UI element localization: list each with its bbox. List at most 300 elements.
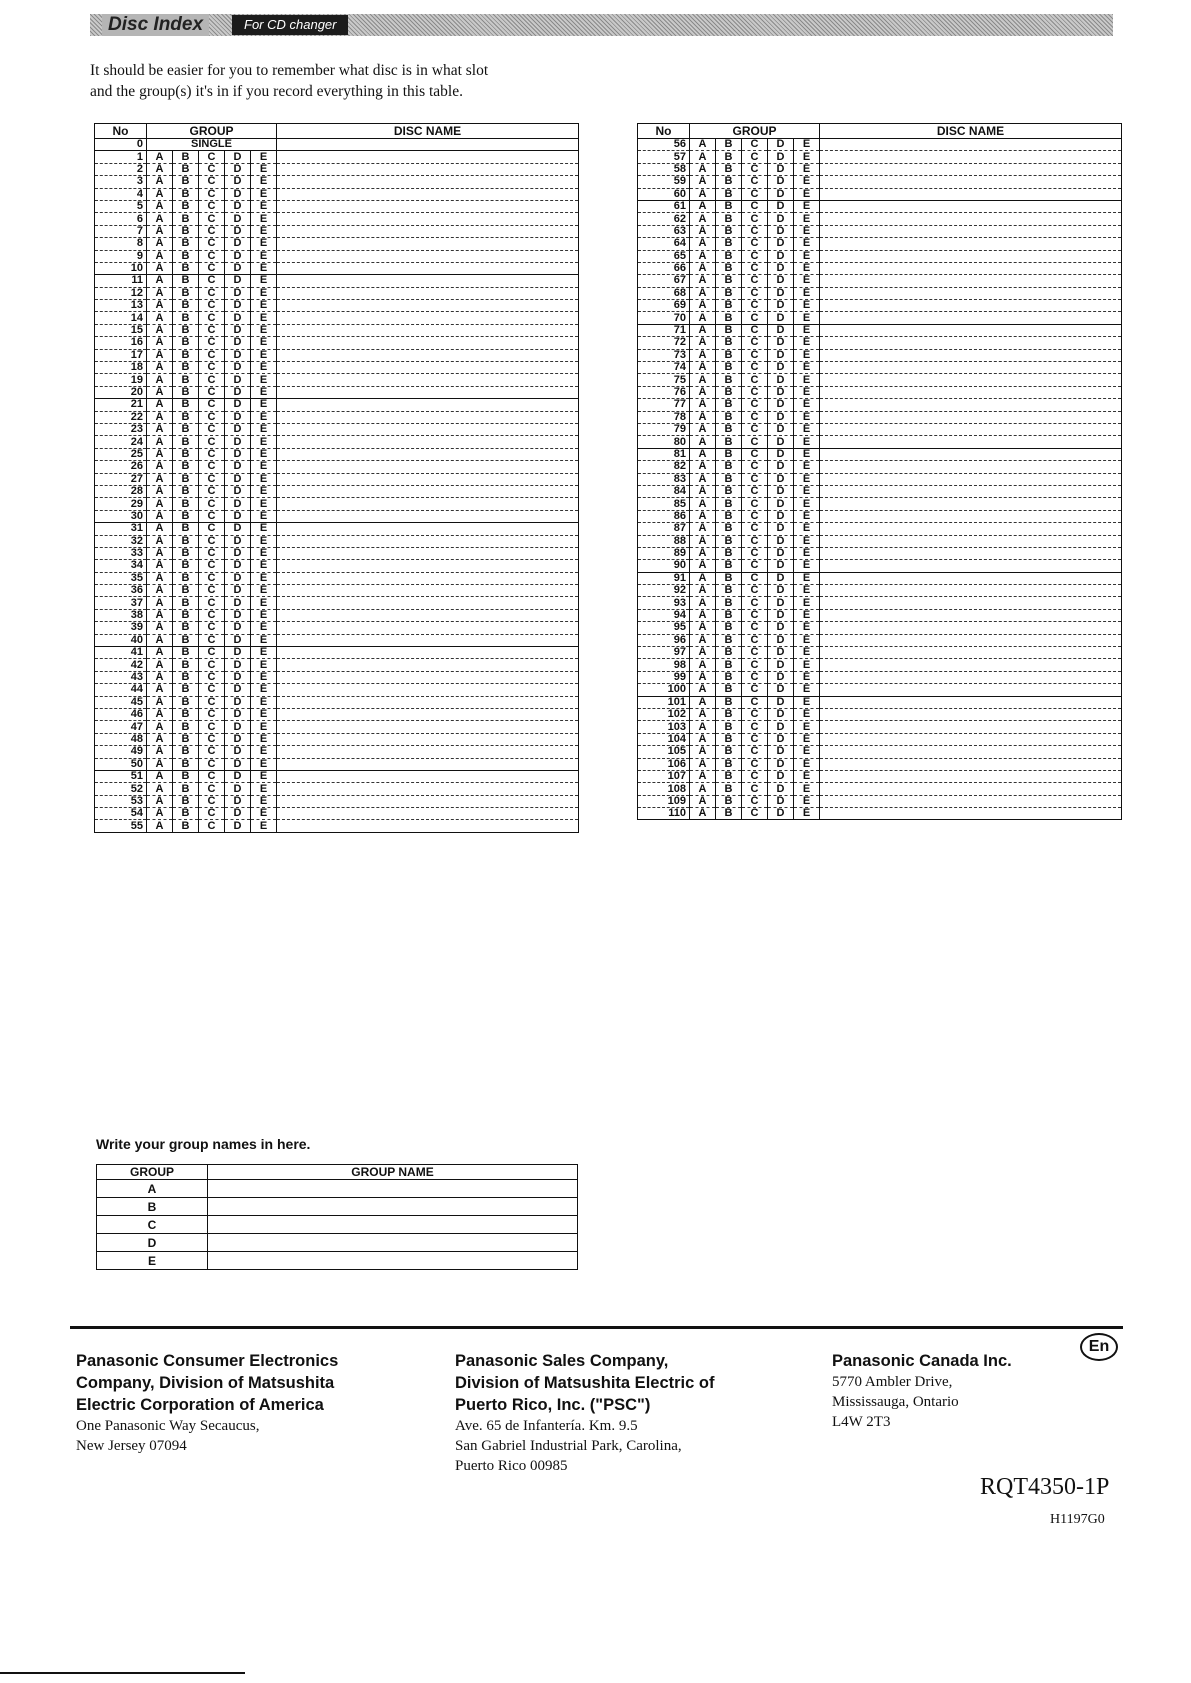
group-letter: C	[199, 151, 225, 163]
disc-name-cell[interactable]	[820, 560, 1122, 572]
group-letter: A	[147, 560, 173, 572]
disc-name-cell[interactable]	[820, 498, 1122, 510]
group-letter: C	[742, 176, 768, 188]
group-name-cell[interactable]	[208, 1216, 578, 1234]
group-letter: C	[742, 547, 768, 559]
disc-name-cell[interactable]	[820, 163, 1122, 175]
group-letter: B	[716, 597, 742, 609]
disc-name-cell[interactable]	[820, 337, 1122, 349]
disc-row	[95, 163, 579, 175]
group-letter: E	[251, 262, 277, 274]
disc-number: 36	[95, 585, 147, 597]
disc-name-cell[interactable]	[277, 200, 579, 212]
disc-name-cell[interactable]	[277, 622, 579, 634]
group-letter: B	[173, 163, 199, 175]
disc-name-cell[interactable]	[277, 510, 579, 522]
disc-name-cell[interactable]	[277, 597, 579, 609]
group-letter: D	[768, 139, 794, 151]
disc-name-cell[interactable]	[820, 647, 1122, 659]
group-letter: C	[199, 200, 225, 212]
disc-row	[95, 721, 579, 733]
group-letter: B	[716, 176, 742, 188]
disc-row	[95, 659, 579, 671]
disc-name-cell[interactable]	[820, 188, 1122, 200]
group-letter: C	[199, 436, 225, 448]
group-letter: E	[251, 176, 277, 188]
group-letter: E	[794, 139, 820, 151]
group-letter: D	[768, 510, 794, 522]
disc-row	[95, 547, 579, 559]
group-letter: D	[768, 386, 794, 398]
disc-number: 90	[638, 560, 690, 572]
disc-name-cell[interactable]	[277, 659, 579, 671]
disc-name-cell[interactable]	[820, 362, 1122, 374]
disc-name-cell[interactable]	[820, 795, 1122, 807]
disc-name-cell[interactable]	[277, 746, 579, 758]
disc-name-cell[interactable]	[277, 684, 579, 696]
disc-name-cell[interactable]	[820, 213, 1122, 225]
group-letter: A	[147, 671, 173, 683]
disc-name-cell[interactable]	[820, 758, 1122, 770]
group-letter: C	[742, 300, 768, 312]
disc-name-cell[interactable]	[277, 213, 579, 225]
group-letter: D	[225, 423, 251, 435]
group-letter: C	[199, 622, 225, 634]
disc-name-cell[interactable]	[820, 585, 1122, 597]
disc-name-cell[interactable]	[277, 337, 579, 349]
disc-name-cell[interactable]	[277, 523, 579, 535]
group-letter: D	[225, 510, 251, 522]
group-letter: C	[742, 510, 768, 522]
group-letter: D	[225, 362, 251, 374]
disc-name-cell[interactable]	[820, 733, 1122, 745]
model-number: RQT4350-1P	[980, 1474, 1110, 1500]
language-badge: En	[1080, 1333, 1118, 1361]
disc-name-cell[interactable]	[277, 770, 579, 782]
group-letter: B	[97, 1198, 208, 1216]
disc-name-cell[interactable]	[277, 399, 579, 411]
group-letter: E	[794, 275, 820, 287]
group-letter: A	[147, 659, 173, 671]
disc-name-cell[interactable]	[277, 349, 579, 361]
disc-name-cell[interactable]	[277, 275, 579, 287]
group-letter: A	[690, 535, 716, 547]
group-letter: B	[716, 287, 742, 299]
disc-name-cell[interactable]	[820, 535, 1122, 547]
group-letter: C	[199, 733, 225, 745]
disc-name-cell[interactable]	[277, 411, 579, 423]
disc-name-cell[interactable]	[277, 572, 579, 584]
disc-name-cell[interactable]	[820, 200, 1122, 212]
disc-name-cell[interactable]	[820, 485, 1122, 497]
group-letter: C	[199, 535, 225, 547]
disc-name-cell[interactable]	[277, 721, 579, 733]
disc-name-cell[interactable]	[277, 312, 579, 324]
group-letter: E	[251, 337, 277, 349]
disc-name-cell[interactable]	[277, 436, 579, 448]
disc-name-cell[interactable]	[277, 225, 579, 237]
group-letter: E	[794, 225, 820, 237]
disc-row	[638, 287, 1122, 299]
disc-name-cell[interactable]	[820, 523, 1122, 535]
group-name-cell[interactable]	[208, 1180, 578, 1198]
disc-name-cell[interactable]	[277, 585, 579, 597]
group-letter: B	[173, 684, 199, 696]
disc-name-cell[interactable]	[277, 374, 579, 386]
disc-name-cell[interactable]	[820, 448, 1122, 460]
disc-name-cell[interactable]	[277, 485, 579, 497]
disc-row	[638, 461, 1122, 473]
company-name: Electric Corporation of America	[76, 1396, 324, 1414]
group-letter: B	[716, 362, 742, 374]
group-letter: E	[251, 647, 277, 659]
group-letter: B	[716, 436, 742, 448]
group-letter: D	[225, 708, 251, 720]
disc-number: 29	[95, 498, 147, 510]
disc-name-cell[interactable]	[820, 399, 1122, 411]
group-letter: B	[716, 560, 742, 572]
disc-name-cell[interactable]	[277, 423, 579, 435]
disc-number: 46	[95, 708, 147, 720]
group-letter: E	[251, 300, 277, 312]
group-letter: B	[173, 547, 199, 559]
group-letter: B	[716, 783, 742, 795]
disc-name-cell[interactable]	[277, 386, 579, 398]
disc-name-cell[interactable]	[820, 473, 1122, 485]
group-letter: B	[173, 349, 199, 361]
group-letter: B	[173, 622, 199, 634]
group-letter: B	[173, 213, 199, 225]
disc-number: 95	[638, 622, 690, 634]
group-letter: A	[147, 176, 173, 188]
disc-row	[95, 250, 579, 262]
group-letter: C	[742, 498, 768, 510]
group-letter: B	[716, 746, 742, 758]
disc-row	[638, 647, 1122, 659]
group-letter: D	[225, 659, 251, 671]
bottom-rule	[0, 1672, 245, 1674]
disc-name-cell[interactable]	[820, 151, 1122, 163]
disc-name-cell[interactable]	[820, 684, 1122, 696]
disc-row	[638, 262, 1122, 274]
disc-name-cell[interactable]	[277, 238, 579, 250]
disc-name-cell[interactable]	[820, 423, 1122, 435]
disc-number: 4	[95, 188, 147, 200]
group-letter: A	[690, 461, 716, 473]
disc-name-cell[interactable]	[820, 572, 1122, 584]
group-letter: B	[716, 758, 742, 770]
group-letter: B	[173, 448, 199, 460]
group-letter: D	[768, 225, 794, 237]
group-letter: A	[690, 176, 716, 188]
disc-number: 71	[638, 324, 690, 336]
disc-number: 89	[638, 547, 690, 559]
disc-name-cell[interactable]	[820, 622, 1122, 634]
disc-row	[95, 188, 579, 200]
group-letter: A	[690, 151, 716, 163]
disc-name-cell[interactable]	[277, 535, 579, 547]
disc-name-cell[interactable]	[820, 510, 1122, 522]
disc-number: 65	[638, 250, 690, 262]
disc-name-cell[interactable]	[820, 721, 1122, 733]
group-letter: E	[251, 200, 277, 212]
disc-number: 32	[95, 535, 147, 547]
disc-name-cell[interactable]	[820, 275, 1122, 287]
group-row	[97, 1198, 578, 1216]
group-letter: C	[742, 349, 768, 361]
group-letter: E	[794, 597, 820, 609]
disc-name-cell[interactable]	[277, 696, 579, 708]
group-letter: C	[199, 287, 225, 299]
disc-name-cell[interactable]	[820, 324, 1122, 336]
group-letter: C	[199, 423, 225, 435]
disc-name-cell[interactable]	[277, 820, 579, 832]
disc-name-cell[interactable]	[820, 139, 1122, 151]
group-letter: B	[173, 708, 199, 720]
group-letter: D	[768, 337, 794, 349]
disc-name-cell[interactable]	[820, 349, 1122, 361]
group-letter: A	[690, 647, 716, 659]
group-letter: B	[173, 262, 199, 274]
group-letter: D	[225, 795, 251, 807]
group-letter: E	[251, 560, 277, 572]
group-letter: C	[742, 250, 768, 262]
group-letter: E	[794, 572, 820, 584]
group-letter: D	[768, 473, 794, 485]
disc-name-cell[interactable]	[277, 808, 579, 820]
group-letter: E	[794, 362, 820, 374]
group-letter: B	[716, 510, 742, 522]
group-letter: A	[147, 473, 173, 485]
disc-row	[95, 139, 579, 151]
group-letter: C	[742, 275, 768, 287]
disc-name-cell[interactable]	[820, 250, 1122, 262]
disc-number: 3	[95, 176, 147, 188]
group-letter: E	[251, 820, 277, 832]
group-letter: C	[199, 473, 225, 485]
group-letter: D	[768, 659, 794, 671]
group-letter: C	[742, 808, 768, 820]
group-letter: C	[199, 176, 225, 188]
group-letter: E	[794, 473, 820, 485]
header-title: Disc Index	[102, 14, 209, 36]
group-letter: C	[199, 560, 225, 572]
disc-number: 13	[95, 300, 147, 312]
disc-row	[638, 684, 1122, 696]
disc-number: 52	[95, 783, 147, 795]
group-letter: A	[690, 783, 716, 795]
disc-name-cell[interactable]	[820, 374, 1122, 386]
disc-name-cell[interactable]	[820, 808, 1122, 820]
disc-name-cell[interactable]	[820, 671, 1122, 683]
disc-name-cell[interactable]	[277, 324, 579, 336]
company-name: Division of Matsushita Electric of	[455, 1374, 715, 1392]
group-letter: D	[768, 275, 794, 287]
disc-name-cell[interactable]	[820, 262, 1122, 274]
address-line: San Gabriel Industrial Park, Carolina,	[455, 1438, 682, 1454]
group-letter: E	[794, 510, 820, 522]
disc-name-cell[interactable]	[820, 696, 1122, 708]
disc-name-cell[interactable]	[277, 300, 579, 312]
disc-name-cell[interactable]	[277, 708, 579, 720]
disc-name-cell[interactable]	[820, 597, 1122, 609]
group-letter: B	[716, 200, 742, 212]
disc-row	[95, 312, 579, 324]
disc-name-cell[interactable]	[820, 609, 1122, 621]
group-name-cell[interactable]	[208, 1252, 578, 1270]
address-canada	[832, 1350, 1012, 1432]
group-letter: B	[716, 547, 742, 559]
disc-name-cell[interactable]	[277, 176, 579, 188]
disc-row	[638, 349, 1122, 361]
disc-name-cell[interactable]	[277, 795, 579, 807]
disc-number: 0	[95, 139, 147, 151]
disc-name-cell[interactable]	[820, 386, 1122, 398]
disc-name-cell[interactable]	[820, 312, 1122, 324]
disc-row	[95, 560, 579, 572]
disc-name-cell[interactable]	[277, 188, 579, 200]
disc-row	[638, 324, 1122, 336]
group-letter: B	[716, 411, 742, 423]
group-letter: B	[173, 312, 199, 324]
group-letter: A	[147, 808, 173, 820]
disc-name-cell[interactable]	[277, 362, 579, 374]
group-letter: A	[147, 225, 173, 237]
group-letter: E	[251, 758, 277, 770]
group-row	[97, 1234, 578, 1252]
disc-number: 107	[638, 770, 690, 782]
disc-name-cell[interactable]	[277, 448, 579, 460]
disc-name-cell[interactable]	[277, 473, 579, 485]
group-letter: A	[147, 547, 173, 559]
disc-row	[638, 213, 1122, 225]
group-letter: A	[690, 733, 716, 745]
group-letter: A	[690, 808, 716, 820]
disc-name-cell[interactable]	[820, 287, 1122, 299]
group-letter: E	[794, 560, 820, 572]
group-letter: E	[251, 585, 277, 597]
group-letter: C	[742, 795, 768, 807]
disc-name-cell[interactable]	[277, 461, 579, 473]
disc-row	[638, 250, 1122, 262]
group-name-cell[interactable]	[208, 1198, 578, 1216]
disc-row	[638, 671, 1122, 683]
group-letter: D	[225, 597, 251, 609]
disc-row	[638, 721, 1122, 733]
disc-name-cell[interactable]	[820, 659, 1122, 671]
disc-row	[638, 560, 1122, 572]
disc-name-cell[interactable]	[820, 300, 1122, 312]
group-letter: B	[173, 386, 199, 398]
group-letter: D	[225, 151, 251, 163]
group-letter: B	[716, 250, 742, 262]
group-letter: D	[768, 411, 794, 423]
disc-name-cell[interactable]	[820, 176, 1122, 188]
group-letter: B	[173, 634, 199, 646]
group-letter: D	[768, 188, 794, 200]
disc-name-cell[interactable]	[277, 783, 579, 795]
disc-table-left	[94, 123, 579, 833]
disc-name-cell[interactable]	[820, 547, 1122, 559]
disc-name-cell[interactable]	[820, 634, 1122, 646]
group-name-cell[interactable]	[208, 1234, 578, 1252]
group-letter: E	[794, 448, 820, 460]
disc-name-cell[interactable]	[277, 250, 579, 262]
group-letter: C	[742, 337, 768, 349]
group-letter: C	[199, 684, 225, 696]
group-letter: A	[147, 200, 173, 212]
disc-row	[638, 399, 1122, 411]
group-letter: D	[768, 300, 794, 312]
disc-name-cell[interactable]	[277, 634, 579, 646]
group-letter: C	[742, 225, 768, 237]
group-letter: E	[251, 721, 277, 733]
group-letter: E	[251, 783, 277, 795]
disc-name-cell[interactable]	[277, 547, 579, 559]
disc-name-cell[interactable]	[277, 609, 579, 621]
disc-name-cell[interactable]	[277, 758, 579, 770]
disc-row	[638, 151, 1122, 163]
disc-name-cell[interactable]	[820, 708, 1122, 720]
group-letter: C	[199, 386, 225, 398]
disc-name-cell[interactable]	[820, 411, 1122, 423]
group-letter: C	[742, 572, 768, 584]
group-letter: A	[147, 783, 173, 795]
disc-table-right	[637, 123, 1122, 820]
disc-name-cell[interactable]	[277, 671, 579, 683]
group-letter: C	[742, 151, 768, 163]
disc-name-cell[interactable]	[820, 225, 1122, 237]
group-letter: A	[147, 721, 173, 733]
disc-name-cell[interactable]	[277, 733, 579, 745]
disc-name-cell[interactable]	[277, 287, 579, 299]
disc-name-cell[interactable]	[820, 238, 1122, 250]
disc-name-cell[interactable]	[820, 461, 1122, 473]
group-letter: D	[768, 399, 794, 411]
group-letter: E	[794, 634, 820, 646]
disc-name-cell[interactable]	[820, 770, 1122, 782]
disc-name-cell[interactable]	[820, 436, 1122, 448]
disc-number: 39	[95, 622, 147, 634]
group-letter: C	[742, 684, 768, 696]
group-letter: C	[199, 461, 225, 473]
disc-name-cell[interactable]	[277, 139, 579, 151]
group-letter: B	[716, 473, 742, 485]
disc-row	[95, 708, 579, 720]
group-letter: C	[199, 659, 225, 671]
disc-name-cell[interactable]	[277, 560, 579, 572]
group-letter: E	[794, 374, 820, 386]
disc-number: 80	[638, 436, 690, 448]
group-letter: A	[147, 498, 173, 510]
group-letter: A	[690, 436, 716, 448]
group-letter: A	[147, 733, 173, 745]
disc-name-cell[interactable]	[820, 783, 1122, 795]
group-letter: A	[690, 795, 716, 807]
disc-name-cell[interactable]	[277, 647, 579, 659]
address-line: Ave. 65 de Infantería. Km. 9.5	[455, 1418, 638, 1434]
disc-name-cell[interactable]	[820, 746, 1122, 758]
group-letter: C	[742, 746, 768, 758]
disc-name-cell[interactable]	[277, 498, 579, 510]
group-letter: B	[173, 287, 199, 299]
disc-name-cell[interactable]	[277, 262, 579, 274]
disc-name-cell[interactable]	[277, 151, 579, 163]
disc-name-cell[interactable]	[277, 163, 579, 175]
group-letter: D	[768, 461, 794, 473]
group-letter: D	[225, 733, 251, 745]
group-letter: E	[251, 213, 277, 225]
